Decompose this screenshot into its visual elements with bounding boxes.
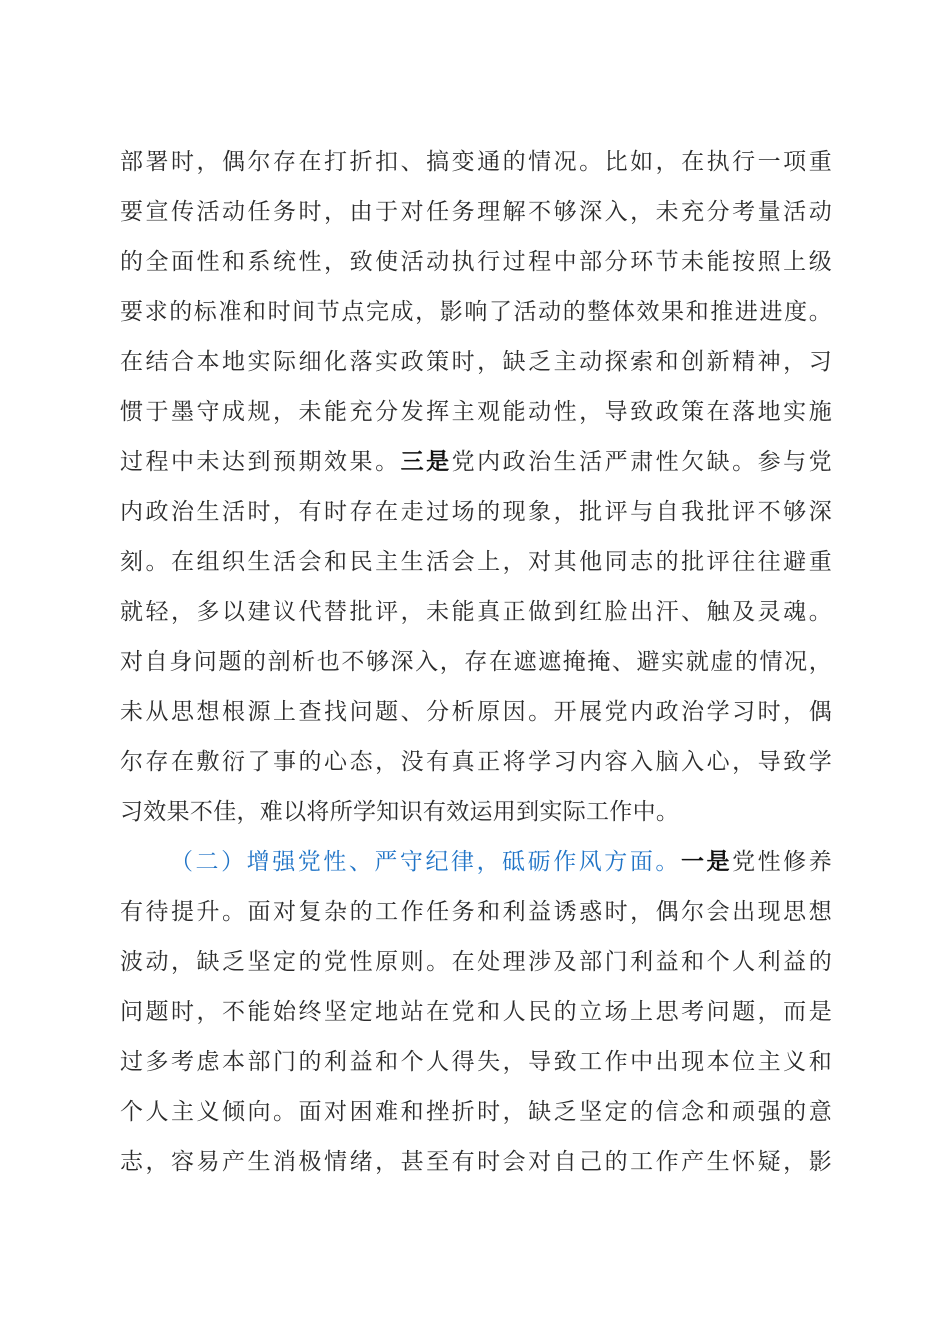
text-line-20: 个人主义倾向。面对困难和挫折时，缺乏坚定的信念和顽强的意 <box>120 1099 832 1125</box>
text-line-1: 部署时，偶尔存在打折扣、搞变通的情况。比如，在执行一项重 <box>120 149 832 175</box>
section-heading: （二）增强党性、严守纪律，砥砺作风方面。 <box>170 849 681 875</box>
text-line-13: 尔存在敷衍了事的心态，没有真正将学习内容入脑入心，导致学 <box>120 749 832 775</box>
text-line-2: 要宣传活动任务时，由于对任务理解不够深入，未充分考量活动 <box>120 199 832 225</box>
text-line-7 <box>120 447 832 477</box>
section-heading-line <box>170 847 832 877</box>
text-line-21: 志，容易产生消极情绪，甚至有时会对自己的工作产生怀疑，影 <box>120 1149 832 1175</box>
text-line-16: 有待提升。面对复杂的工作任务和利益诱惑时，偶尔会出现思想 <box>120 899 832 925</box>
text-line-4: 要求的标准和时间节点完成，影响了活动的整体效果和推进进度。 <box>120 299 832 325</box>
text-line-11: 对自身问题的剖析也不够深入，存在遮遮掩掩、避实就虚的情况， <box>120 649 832 675</box>
text-segment: 过程中未达到预期效果。 <box>120 449 401 475</box>
text-segment: 党性修养 <box>732 849 833 875</box>
text-line-17: 波动，缺乏坚定的党性原则。在处理涉及部门利益和个人利益的 <box>120 949 832 975</box>
text-line-9: 刻。在组织生活会和民主生活会上，对其他同志的批评往往避重 <box>120 549 832 575</box>
text-line-12: 未从思想根源上查找问题、分析原因。开展党内政治学习时，偶 <box>120 699 832 725</box>
point-marker-three: 三是 <box>400 448 452 475</box>
text-line-10: 就轻，多以建议代替批评，未能真正做到红脸出汗、触及灵魂。 <box>120 599 832 625</box>
text-line-8: 内政治生活时，有时存在走过场的现象，批评与自我批评不够深 <box>120 499 832 525</box>
point-marker-one: 一是 <box>680 848 733 875</box>
text-line-18: 问题时，不能始终坚定地站在党和人民的立场上思考问题，而是 <box>120 999 832 1025</box>
text-line-6: 惯于墨守成规，未能充分发挥主观能动性，导致政策在落地实施 <box>120 399 832 425</box>
text-line-19: 过多考虑本部门的利益和个人得失，导致工作中出现本位主义和 <box>120 1049 832 1075</box>
text-line-3: 的全面性和系统性，致使活动执行过程中部分环节未能按照上级 <box>120 249 832 275</box>
text-line-5: 在结合本地实际细化落实政策时，缺乏主动探索和创新精神，习 <box>120 349 832 375</box>
text-segment: 党内政治生活严肃性欠缺。参与党 <box>451 449 832 475</box>
text-line-14: 习效果不佳，难以将所学知识有效运用到实际工作中。 <box>120 799 680 825</box>
